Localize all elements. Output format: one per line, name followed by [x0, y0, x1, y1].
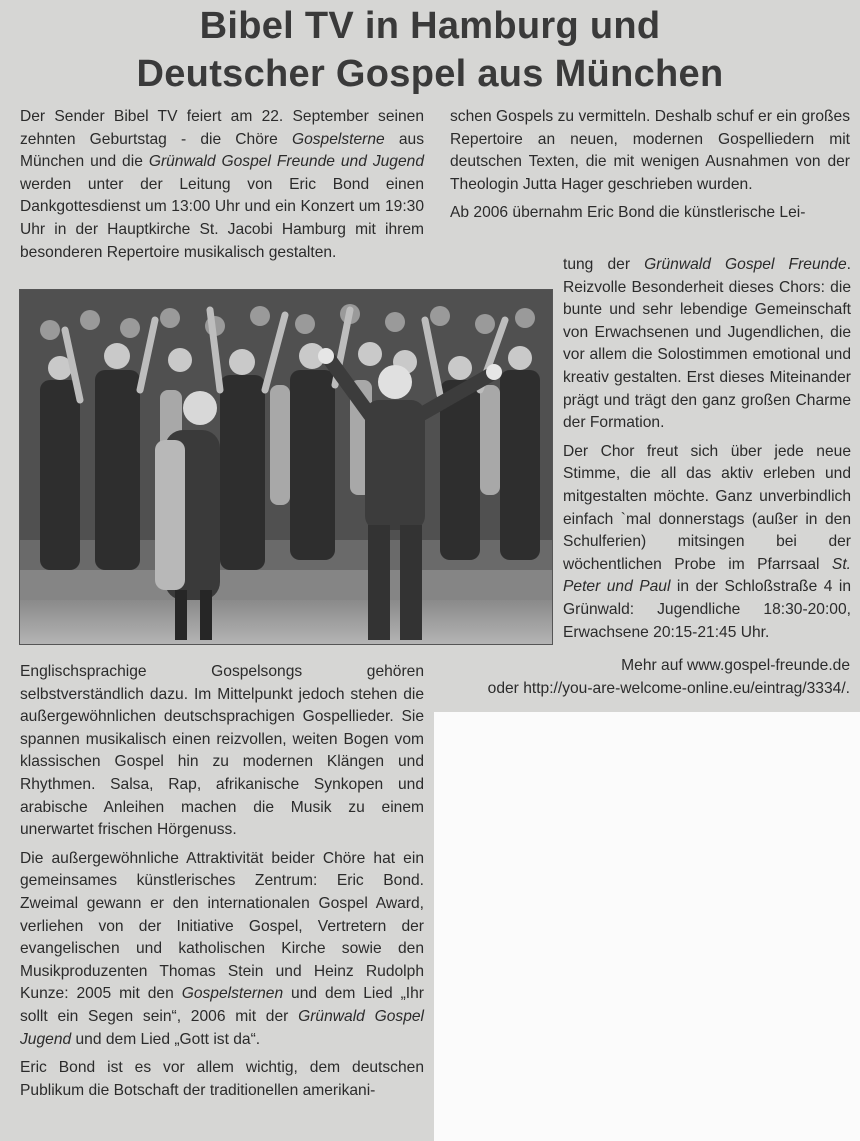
paragraph-rehearsal — [563, 441, 851, 644]
text-run: Der Sender Bibel TV feiert am 22. September seinen zehnten Geburtstag - die Chöre — [20, 108, 424, 148]
blank-area — [434, 712, 860, 1141]
text-run: und dem Lied „Gott ist da“. — [71, 1030, 261, 1048]
url-line: oder http://you-are-welcome-online.eu/eintrag/3334/. — [487, 679, 850, 697]
paragraph-award — [20, 848, 424, 1051]
text-run: Die außergewöhnliche Attraktivität beider Chöre hat ein gemeinsames künstlerisches Zentrum: Eric Bond. Zweimal gewann er den internationalen Gospel Award, verliehen von der Initiative Gospel, Vertretern der evangelischen und katholischen Kirche sowie den Musikproduzenten Thomas Stein und Heinz Rudolph Kunze: 2005 mit den — [20, 849, 424, 1003]
text-run: Der Chor freut sich über jede neue Stimme, die all das aktiv erleben und mitgestalten möchte. Ganz unverbindlich einfach `mal donnerstags (außer in den Schulferien) mitsingen bei der wöchentlichen Probe im Pfarrsaal — [563, 442, 851, 573]
choir-name: Grünwald Gospel Freunde — [644, 256, 847, 273]
text-run: in der Schloßstraße 4 in Grünwald: Jugendliche 18:30-20:00, Erwachsene 20:15-21:45 Uhr. — [563, 578, 851, 641]
headline-line-1: Bibel TV in Hamburg und — [199, 5, 661, 47]
left-lower-column — [20, 661, 424, 1108]
right-narrow-column — [563, 254, 851, 650]
text-run: . Reizvolle Besonderheit dieses Chors: die bunte und sehr lebendige Gemeinschaft von Erwachsenen und Jugendlichen, die vor allem die Solostimmen emotional und kreativ gestalten. Erst dieses Miteinander prägt und trägt den ganz großen Charme der Formation. — [563, 256, 851, 432]
links-block — [450, 655, 850, 700]
article-headline — [0, 2, 860, 98]
text-run: und dem Lied „Ihr sollt ein Segen sein“, 2006 mit der — [20, 985, 424, 1025]
text-run: werden unter der Leitung von Eric Bond einen Dankgottesdienst um 13:00 Uhr und ein Konzert um 19:30 Uhr in der Hauptkirche St. Jacobi Hamburg mit ihrem besonderen Repertoire musikalisch gestalten. — [20, 175, 424, 261]
text-run: aus München und die — [20, 130, 424, 171]
choir-photo — [19, 289, 553, 645]
choir-name: Gospelsterne — [291, 130, 385, 148]
text-run: tung der — [563, 256, 645, 273]
website-line: Mehr auf www.gospel-freunde.de — [621, 657, 850, 674]
paragraph-message: Eric Bond ist es vor allem wichtig, dem deutschen Publikum die Botschaft der traditionellen amerikani- — [20, 1059, 424, 1099]
headline-line-2: Deutscher Gospel aus München — [136, 53, 724, 95]
paragraph-2006-first-line: Ab 2006 übernahm Eric Bond die künstlerische Lei- — [450, 204, 806, 222]
paragraph-repertoire: Englischsprachige Gospelsongs gehören selbstverständlich dazu. Im Mittelpunkt jedoch stehen die außergewöhnlichen deutschsprachigen Gospellieder. Sie spannen musikalisch einen reizvollen, weiten Bogen vom klassischen Gospel hin zu modernen Klängen und Rhythmen. Salsa, Rap, afrikanische Synkopen und arabische Anleihen machen die Musik zu einem unerwartet frischen Hörgenuss. — [20, 663, 424, 839]
parish-name: St. Peter und Paul — [563, 555, 851, 596]
choir-name: Gospelsternen — [181, 985, 284, 1003]
choir-photo-illustration — [20, 290, 552, 644]
choir-name: Grünwald Gospel Jugend — [20, 1007, 424, 1048]
choir-name: Grünwald Gospel Freunde und Jugend — [148, 153, 424, 171]
intro-column — [20, 106, 424, 270]
paragraph-2006 — [563, 254, 851, 435]
paragraph-gospels: schen Gospels zu vermitteln. Deshalb schuf er ein großes Repertoire an neuen, modernen Gospelliedern mit deutschen Texten, die mit wenigen Ausnahmen von der Theologin Jutta Hager geschrieben wurden. — [450, 108, 850, 193]
intro-paragraph — [20, 106, 424, 264]
right-column — [450, 106, 850, 225]
